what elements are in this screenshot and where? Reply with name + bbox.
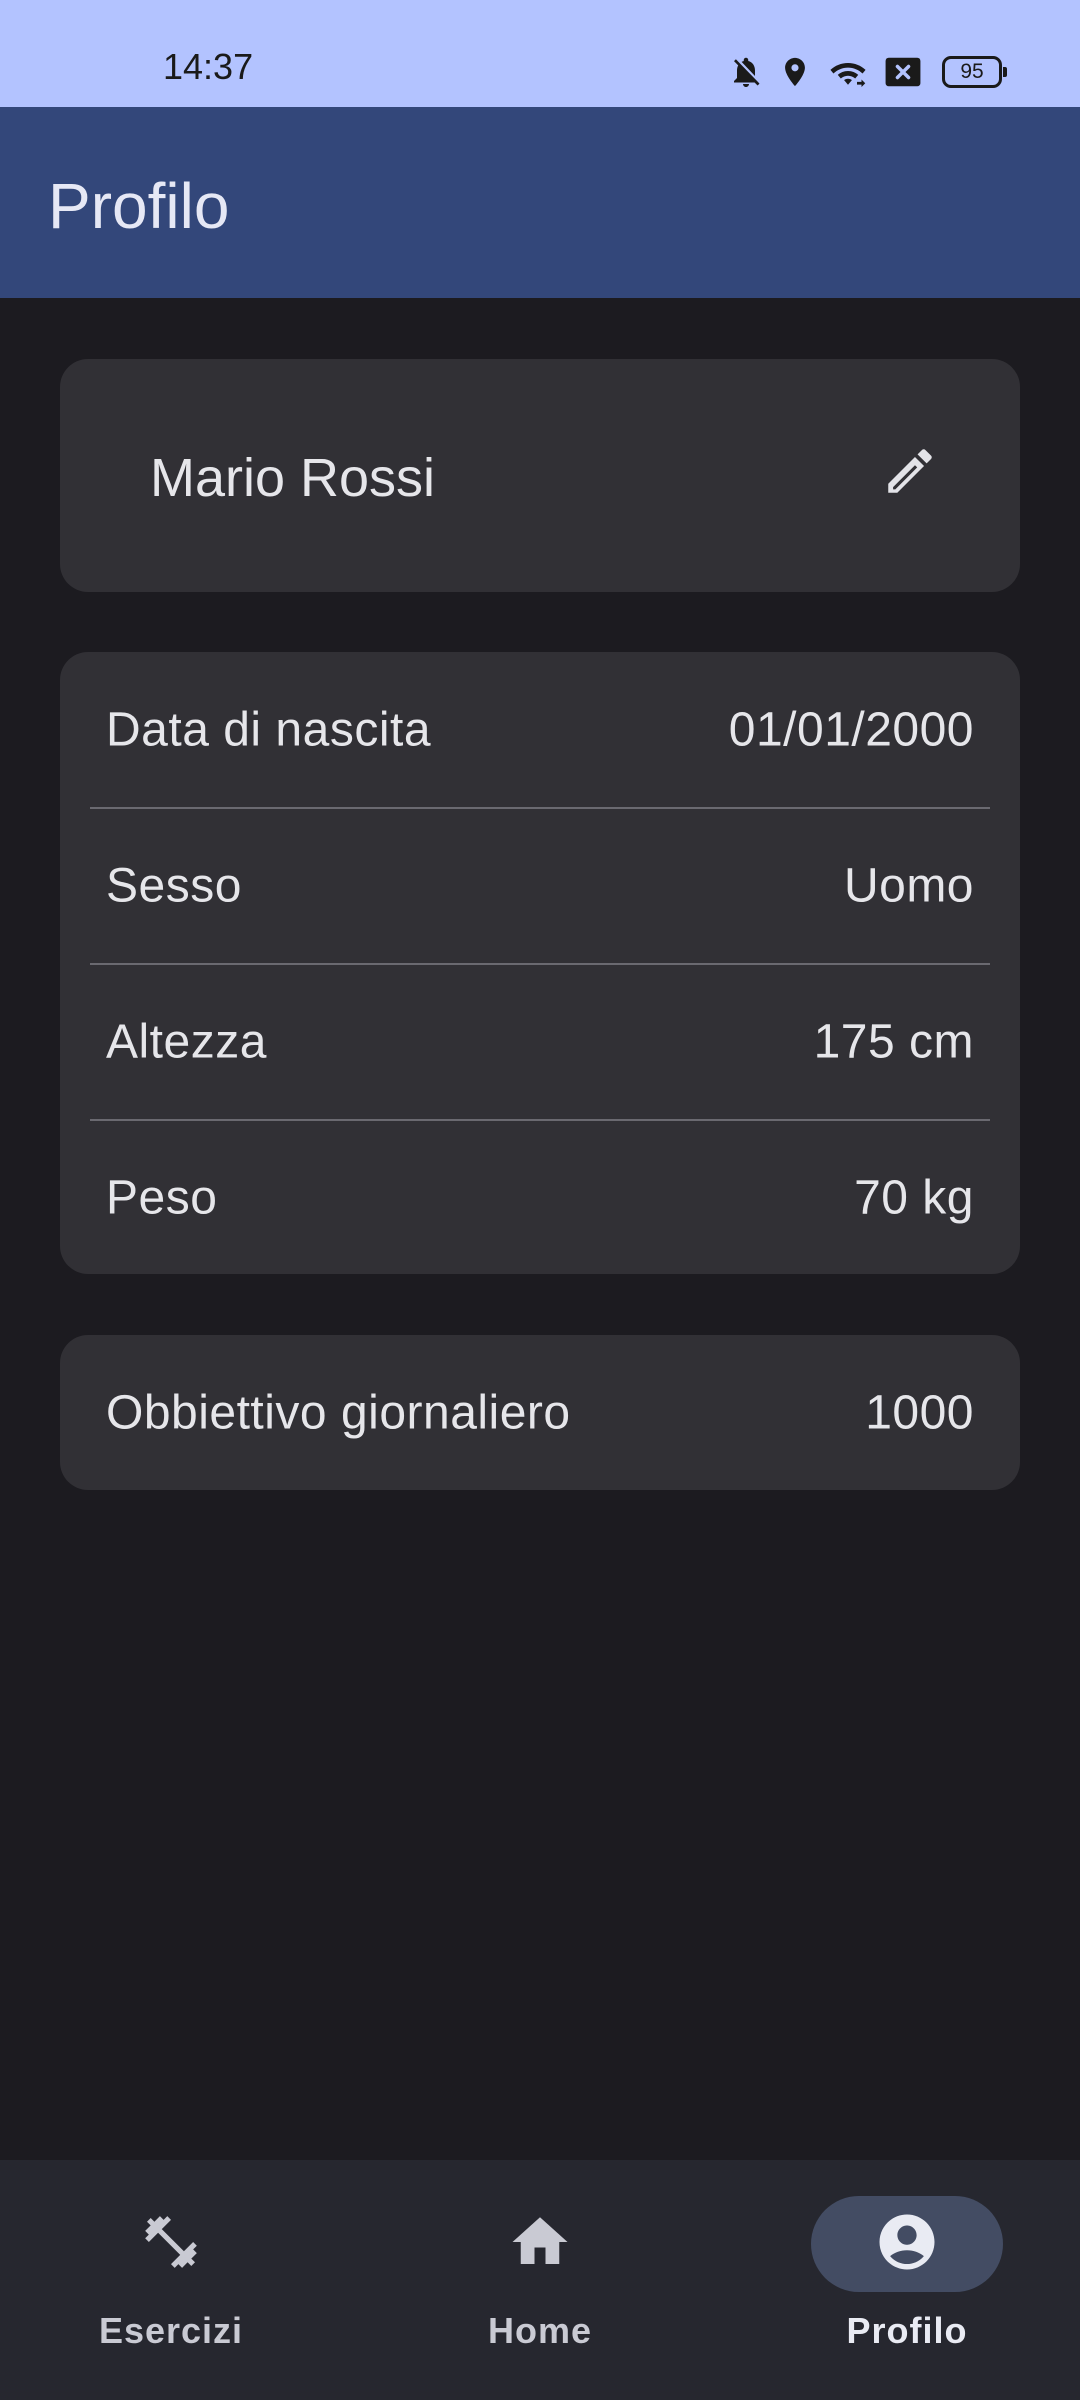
status-time: 14:37 (163, 46, 254, 87)
profile-name-card (60, 359, 1020, 592)
detail-row-weight[interactable] (60, 1120, 1020, 1276)
battery-icon (942, 56, 1002, 88)
profile-name: Mario Rossi (150, 448, 436, 508)
account-circle-icon (874, 2209, 940, 2280)
row-label: Obbiettivo giornaliero (106, 1386, 571, 1439)
app-bar (0, 107, 1080, 298)
battery-level: 95 (960, 60, 984, 83)
pencil-icon (881, 442, 939, 505)
nav-icon-container (444, 2196, 636, 2292)
edit-profile-button[interactable] (874, 437, 946, 509)
detail-row-height[interactable] (60, 964, 1020, 1120)
row-label: Altezza (106, 1015, 267, 1069)
nav-item-profilo[interactable] (797, 2196, 1017, 2366)
page-title: Profilo (48, 170, 230, 242)
status-bar (0, 0, 1080, 107)
nav-icon-container (75, 2196, 267, 2292)
wifi-icon (826, 54, 870, 90)
nav-label: Esercizi (98, 2310, 244, 2351)
bell-off-icon (728, 54, 764, 90)
row-label: Peso (106, 1171, 218, 1225)
row-value: 175 cm (813, 1015, 974, 1069)
nav-icon-container-active (811, 2196, 1003, 2292)
row-value: Uomo (843, 859, 974, 913)
dumbbell-icon (140, 2211, 202, 2278)
row-value: 70 kg (854, 1171, 974, 1225)
detail-row-birthdate[interactable] (60, 652, 1020, 808)
detail-row-sex[interactable] (60, 808, 1020, 964)
detail-row-daily-goal[interactable] (60, 1335, 1020, 1490)
row-label: Sesso (106, 859, 242, 913)
nav-item-home[interactable] (430, 2196, 650, 2366)
row-label: Data di nascita (106, 703, 432, 757)
close-box-icon (884, 56, 922, 88)
row-value: 1000 (865, 1386, 974, 1439)
daily-goal-card[interactable] (60, 1335, 1020, 1490)
home-icon (507, 2209, 573, 2280)
location-pin-icon (778, 54, 812, 90)
bottom-navigation (0, 2160, 1080, 2400)
nav-item-esercizi[interactable] (61, 2196, 281, 2366)
status-icons (728, 50, 1002, 94)
profile-details-card (60, 652, 1020, 1274)
nav-label: Home (487, 2310, 593, 2351)
nav-label: Profilo (846, 2310, 968, 2351)
row-value: 01/01/2000 (728, 703, 974, 757)
